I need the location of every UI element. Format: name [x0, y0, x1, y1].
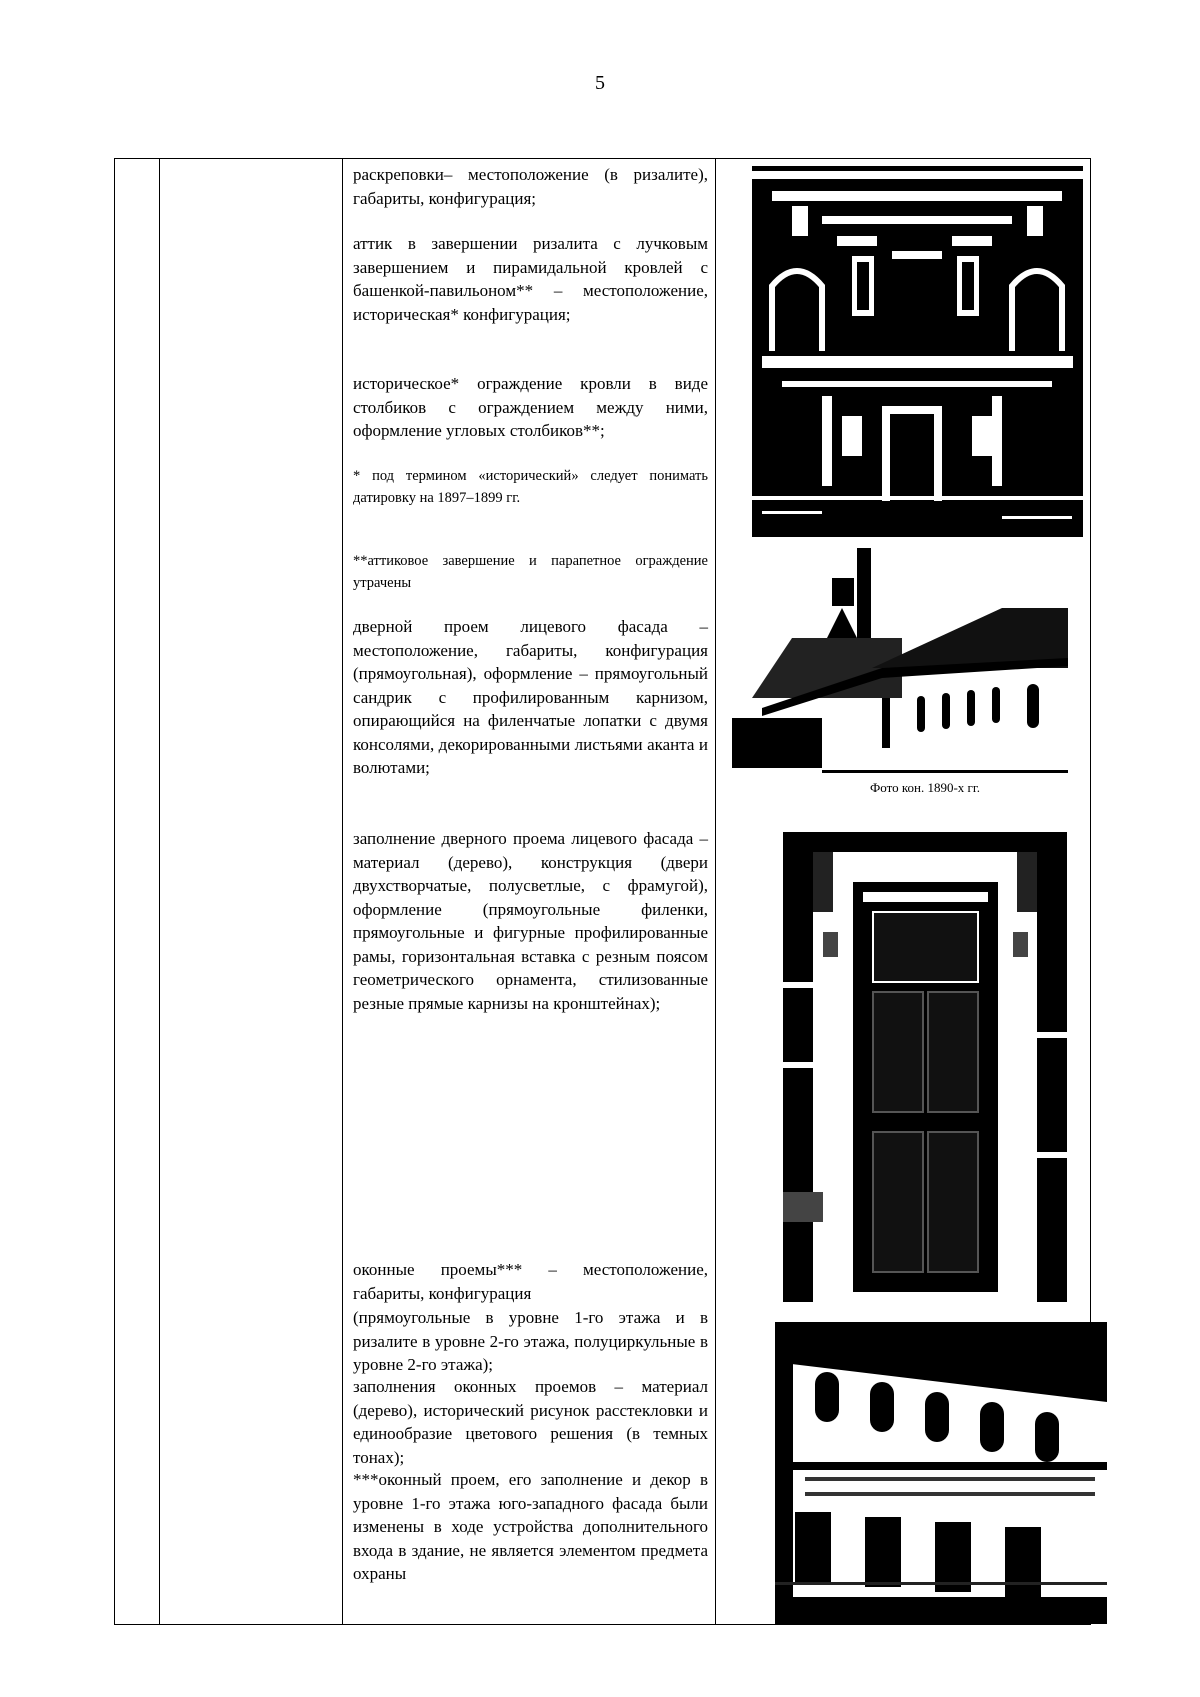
photo-risalit-facade — [752, 166, 1083, 537]
paragraph-roof-fence: историческое* ограждение кровли в виде столбиков с ограждением между ними, оформление угловых столбиков**; — [353, 374, 708, 440]
photo-entrance-door — [783, 832, 1067, 1302]
page-number: 5 — [595, 72, 605, 94]
footnote-changed-window: ***оконный проем, его заполнение и декор в уровне 1-го этажа юго-западного фасада были изменены в ходе устройства дополнительного входа в здание, не является элементом предмета охраны — [353, 1470, 708, 1583]
paragraph-attic: аттик в завершении ризалита с лучковым завершением и пирамидальной кровлей с башенкой-павильоном** – местоположение, историческая* конфигурация; — [353, 234, 708, 324]
paragraph-window-filling: заполнения оконных проемов – материал (дерево), исторический рисунок расстекловки и единообразие цветового решения (в темных тонах); — [353, 1377, 708, 1467]
photo-window-facade — [775, 1322, 1107, 1624]
photo-caption: Фото кон. 1890-х гг. — [870, 780, 980, 795]
paragraph-door-filling: заполнение дверного проема лицевого фасада – материал (дерево), конструкция (двери двухстворчатые, полусветлые, с фрамугой), оформление (прямоугольные филенки, прямоугольные и фигурные профилированные рамы, горизонтальная вставка с резным поясом геометрического орнамента, стилизованные резные прямые карнизы на кронштейнах); — [353, 829, 708, 1013]
column-divider — [715, 159, 716, 1624]
footnote-historical: * под термином «исторический» следует понимать датировку на 1897–1899 гг. — [353, 468, 708, 506]
footnote-lost-attic: **аттиковое завершение и парапетное ограждение утрачены — [353, 553, 708, 591]
paragraph-window-openings: оконные проемы*** – местоположение, габариты, конфигурация — [353, 1260, 708, 1303]
paragraph-window-shapes: (прямоугольные в уровне 1-го этажа и в ризалите в уровне 2-го этажа, полуциркульные в уровне 2-го этажа); — [353, 1308, 708, 1374]
paragraph-projections: раскреповки– местоположение (в ризалите), габариты, конфигурация; — [353, 165, 708, 208]
column-divider — [159, 159, 160, 1624]
paragraph-door-opening: дверной проем лицевого фасада – местоположение, габариты, конфигурация (прямоугольная), оформление – прямоугольный сандрик с профилированным карнизом, опирающийся на филенчатые лопатки с двумя консолями, декорированными листьями аканта и волютами; — [353, 617, 708, 777]
column-divider — [342, 159, 343, 1624]
photo-historical-view — [732, 548, 1068, 775]
